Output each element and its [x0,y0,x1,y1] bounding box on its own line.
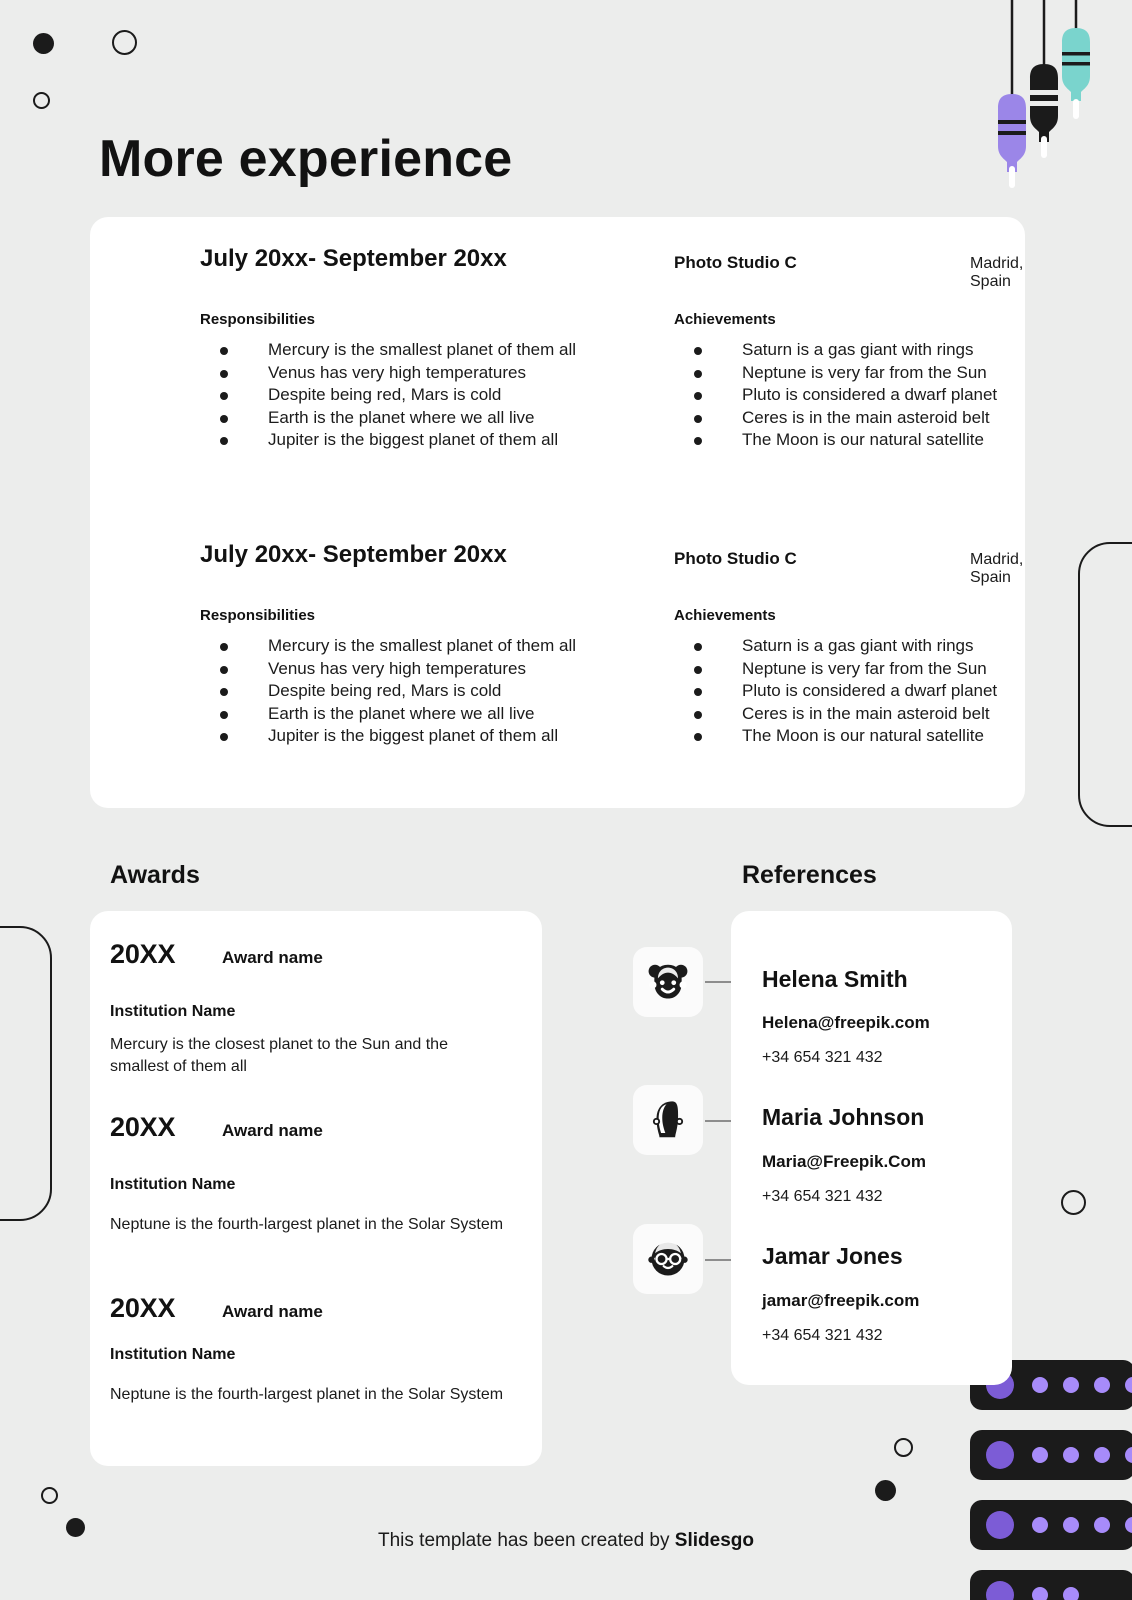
list-item: Despite being red, Mars is cold [220,384,640,407]
list-item: Mercury is the smallest planet of them all [220,339,640,362]
award-institution: Institution Name [110,1346,236,1363]
avatar [633,1085,703,1155]
list-item: Despite being red, Mars is cold [220,680,640,703]
awards-heading: Awards [110,861,200,889]
achievements-list [694,339,1094,452]
reference-email[interactable]: Maria@Freepik.Com [762,1152,926,1171]
hanging-plugs-decoration [980,0,1132,200]
avatar [633,1224,703,1294]
reference-name: Maria Johnson [762,1104,925,1130]
award-year: 20XX [110,939,176,969]
list-item: Venus has very high temperatures [220,362,640,385]
avatar-bearded-man-glasses-icon [645,1236,691,1282]
responsibilities-label: Responsibilities [200,311,316,328]
footer-brand[interactable]: Slidesgo [674,1530,754,1551]
decor-dot-filled-bottomcenter [875,1480,896,1501]
mixer-strip-4 [970,1570,1132,1600]
decor-dot-outline-topleft [112,30,137,55]
award-row [110,1293,522,1327]
award-item [110,939,522,1075]
experience-date-range: July 20xx- September 20xx [200,245,507,272]
reference-name: Helena Smith [762,966,908,992]
list-item: Mercury is the smallest planet of them all [220,635,640,658]
list-item: Ceres is in the main asteroid belt [694,703,1094,726]
decor-dot-outline-right [1061,1190,1086,1215]
hanging-plug-teal-icon [1062,0,1090,119]
experience-date-range: July 20xx- September 20xx [200,541,507,568]
award-description: Neptune is the fourth-largest planet in the Solar System [110,1216,504,1233]
list-item: Venus has very high temperatures [220,658,640,681]
list-item: Pluto is considered a dwarf planet [694,384,1094,407]
list-item: Pluto is considered a dwarf planet [694,680,1094,703]
achievements-list [694,635,1094,748]
award-row [110,1112,522,1146]
footer-credit [0,1530,1132,1552]
experience-location: Madrid, Spain [970,551,1024,586]
award-row [110,939,522,973]
award-name: Award name [222,1121,323,1140]
list-item: Neptune is very far from the Sun [694,362,1094,385]
decor-dot-filled-topleft [33,33,54,54]
responsibilities-list [220,339,640,452]
decor-dot-outline-bottomcenter [894,1438,913,1457]
award-description: Neptune is the fourth-largest planet in the Solar System [110,1386,504,1403]
mixer-strips-decoration [952,1360,1132,1600]
reference-connector-line [705,1259,731,1261]
experience-company: Photo Studio C [674,253,797,272]
responsibilities-list [220,635,640,748]
award-institution: Institution Name [110,1003,236,1020]
achievements-label: Achievements [674,607,776,624]
reference-phone[interactable]: +34 654 321 432 [762,1049,883,1066]
reference-connector-line [705,1120,731,1122]
avatar-woman-profile-icon [645,1097,691,1143]
responsibilities-label: Responsibilities [200,607,316,624]
award-year: 20XX [110,1112,176,1142]
reference-email[interactable]: jamar@freepik.com [762,1291,920,1310]
list-item: Jupiter is the biggest planet of them all [220,725,640,748]
list-item: Jupiter is the biggest planet of them all [220,429,640,452]
reference-name: Jamar Jones [762,1243,903,1269]
list-item: Neptune is very far from the Sun [694,658,1094,681]
award-institution: Institution Name [110,1176,236,1193]
hanging-plug-purple-icon [998,0,1026,188]
award-item [110,1112,522,1233]
experience-card [90,217,1025,808]
reference-email[interactable]: Helena@freepik.com [762,1013,930,1032]
hanging-plug-black-icon [1030,0,1058,158]
experience-location: Madrid, Spain [970,255,1024,290]
reference-phone[interactable]: +34 654 321 432 [762,1188,883,1205]
list-item: Earth is the planet where we all live [220,703,640,726]
list-item: The Moon is our natural satellite [694,429,1094,452]
list-item: Earth is the planet where we all live [220,407,640,430]
decor-dot-outline-topleft2 [33,92,50,109]
reference-connector-line [705,981,731,983]
avatar-panda-girl-icon [645,959,691,1005]
mixer-strip-2 [970,1430,1132,1480]
references-heading: References [742,861,877,889]
page-title: More experience [99,130,513,188]
list-item: The Moon is our natural satellite [694,725,1094,748]
decor-dot-outline-bottomleft [41,1487,58,1504]
award-description: Mercury is the closest planet to the Sun and the smallest of them all [110,1036,448,1075]
award-name: Award name [222,1302,323,1321]
list-item: Ceres is in the main asteroid belt [694,407,1094,430]
list-item: Saturn is a gas giant with rings [694,635,1094,658]
footer-text: This template has been created by [378,1530,675,1551]
experience-company: Photo Studio C [674,549,797,568]
award-name: Award name [222,948,323,967]
reference-phone[interactable]: +34 654 321 432 [762,1327,883,1344]
achievements-label: Achievements [674,311,776,328]
list-item: Saturn is a gas giant with rings [694,339,1094,362]
award-item [110,1293,522,1403]
awards-card [90,911,542,1466]
avatar [633,947,703,1017]
award-year: 20XX [110,1293,176,1323]
decor-rounded-rect-left [0,926,52,1221]
